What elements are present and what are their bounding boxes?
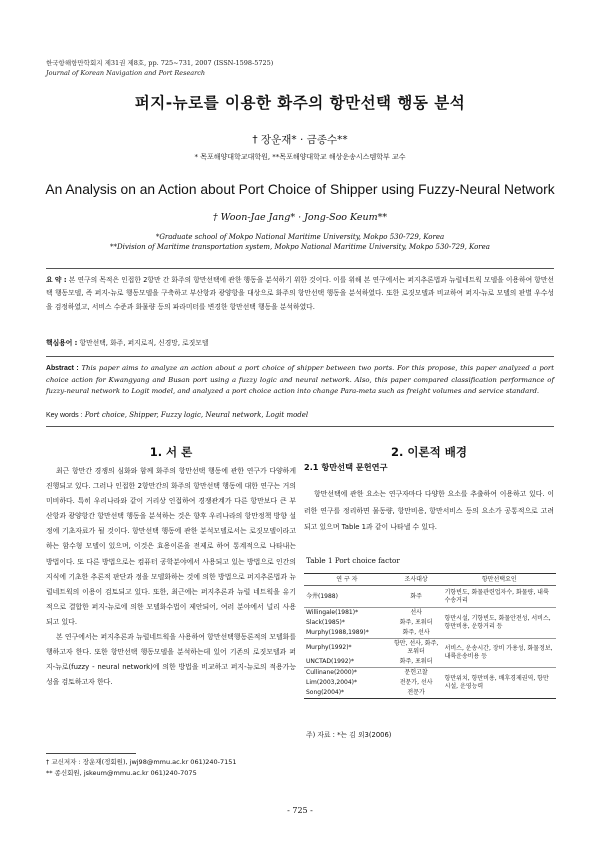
table-header-cell: 항만선택요인 — [443, 574, 556, 586]
divider — [46, 268, 554, 269]
table-caption: Table 1 Port choice factor — [306, 556, 400, 565]
journal-header — [46, 58, 273, 78]
footnotes — [46, 757, 237, 779]
table-row — [304, 668, 556, 679]
table-cell: Lim(2003,2004)* — [306, 679, 357, 686]
divider — [46, 356, 554, 357]
abstract-ko — [46, 274, 554, 314]
section-introduction-body — [46, 464, 296, 690]
table-row — [304, 608, 556, 619]
section-heading-introduction: 1. 서 론 — [149, 445, 193, 459]
keywords-en-label: Key words : — [46, 412, 83, 419]
affiliation-en-2: **Division of Maritime transportation system, Mokpo National Maritime University, Mokpo 530-729, Korea — [110, 243, 490, 251]
affiliation-en — [0, 232, 600, 252]
abstract-en — [46, 363, 554, 398]
journal-citation: 한국항해항만학회지 제31권 제8호, pp. 725~731, 2007 (ISSN-1598-5725) — [46, 59, 274, 67]
affiliation-en-1: *Graduate school of Mokpo National Maritime University, Mokpo 530-729, Korea — [155, 233, 445, 241]
table-header-cell: 연 구 자 — [304, 574, 390, 586]
table-row — [304, 639, 556, 658]
table-cell: 항만시설, 기항빈도, 화물안전성, 서비스, 항만비용, 운항거리 등 — [443, 608, 556, 639]
table-cell: Murphy(1988,1989)* — [306, 629, 369, 636]
table-cell: Slack(1985)* — [306, 619, 345, 626]
paragraph: 항만선택에 관한 요소는 연구자마다 다양한 요소를 추출하여 이용하고 있다. 이러한 연구를 정리하면 물동량, 항만비용, 항만서비스 등의 요소가 공통적으로 고려되고 있으며 Table 1과 같이 나타낼 수 있다. — [304, 490, 554, 531]
table-cell: 문헌고찰 — [390, 668, 443, 679]
divider — [46, 426, 554, 427]
table-header-cell: 조사대상 — [390, 574, 443, 586]
table-cell: 서비스, 운송시간, 장비 가용성, 화물정보, 내륙운송비용 등 — [443, 639, 556, 668]
paragraph: 본 연구에서는 퍼지추론과 뉴럴네트웍을 사용하여 항만선택행동론적의 모델화를 행하고자 한다. 또한 항만선택 행동모델을 분석하는데 있어 기존의 로짓모델과 퍼지-뉴로(fuzzy - neural network)에 의한 방법을 비교하고 퍼지-뉴로의 적용가능성을 검토하고자 한다. — [46, 633, 296, 687]
affiliation-ko: * 목포해양대학교대학원, **목포해양대학교 해상운송시스템학부 교수 — [194, 153, 406, 161]
table-cell: 전문가 — [390, 688, 443, 699]
port-choice-factor-table — [304, 573, 556, 699]
abstract-ko-text: 본 연구의 목적은 인접한 2항만 간 화주의 항만선택에 관한 행동을 분석하기 위한 것이다. 이를 위해 본 연구에서는 퍼지추론법과 뉴럴네트웍 모델을 이용하여 항만선택 행동모델, 즉 퍼지-뉴로 행동모델을 구축하고 부산항과 광양항을 대상으로 화주의 항만선택 행동을 분석하였다. 또한 로짓모델과 비교하여 퍼지-뉴로 모델의 판별 우수성을 검정하였고, 서비스 수준과 화물량 등의 파라미터를 변경한 항만선택 행동을 분석하였다. — [46, 276, 554, 311]
table-cell: 今井(1988) — [304, 586, 390, 608]
table-cell: 화주, 선사 — [402, 629, 430, 636]
table-header-row — [304, 574, 556, 586]
keywords-ko-label: 핵심용어 : — [46, 339, 78, 347]
keywords-ko-text: 항만선택, 화주, 퍼지로직, 신경망, 로짓모델 — [79, 339, 209, 347]
subsection-heading: 2.1 항만선택 문헌연구 — [304, 462, 388, 472]
table-cell: 화주 — [390, 586, 443, 608]
table-cell: Murphy(1992)* — [304, 639, 390, 658]
table-cell: Song(2004)* — [304, 688, 390, 699]
footnote-member: ** 종신회원, jskeum@mmu.ac.kr 061)240-7075 — [46, 769, 197, 777]
authors-en: † Woon-Jae Jang* · Jong-Soo Keum** — [212, 212, 388, 223]
table-cell: 항만위치, 항만비용, 배후경제권역, 항만시설, 운영능력 — [443, 668, 556, 699]
table-cell: UNCTAD(1992)* — [306, 658, 354, 665]
abstract-ko-label: 요 약 : — [46, 276, 67, 284]
page-number: - 725 - — [287, 806, 313, 815]
table-cell: Willingale(1981)* — [304, 608, 390, 619]
table-row — [304, 586, 556, 608]
paragraph: 최근 항만간 경쟁의 심화와 함께 화주의 항만선택 행동에 관한 연구가 다양하게 진행되고 있다. 그러나 인접한 2항만간의 화주의 항만선택 행동에 대한 연구는 거의 미비하다. 특히 우리나라와 같이 거리상 인접하여 경쟁관계가 다른 항만보다 큰 부산항과 광양항간 항만선택 행동을 분석하는 것은 향후 우리나라의 항만정책 방향 설정에 기초자료가 될 것이다. 항만선택 행동에 관한 분석모델로서는 로짓모델이라고 하는 함수형 모델이 있으며, 이것은 효용이론을 전제로 하여 통계적으로 나타내는 방법이다. 또 다른 방법으로는 컴퓨터 공학분야에서 사용되고 있는 방법으로 인간의 지식에 기초한 추론적 판단과 정을 모델화하는 것에 의한 방법으로 퍼지추론법과 뉴럴네트웍의 이용이 검토되고 있다. 또한, 최근에는 퍼지추론과 뉴럴 네트웍을 유기적으로 결합한 퍼지-뉴로에 의한 모델화수법이 제안되어, 여러 분야에서 널리 사용되고 있다. — [46, 467, 296, 626]
footnote-corresponding-author: † 교신저자 : 장운재(정회원), jwj98@mmu.ac.kr 061)240-7151 — [46, 758, 237, 766]
table-cell: 전문가, 선사 — [399, 679, 433, 686]
table-cell: 기항빈도, 화물관련업자수, 화물량, 내륙수송거리 — [443, 586, 556, 608]
authors-ko: † 장운재* · 금종수** — [252, 134, 348, 146]
keywords-ko — [46, 337, 554, 347]
keywords-en — [46, 411, 554, 419]
abstract-en-label: Abstract : — [46, 365, 79, 372]
table-cell: 화주, 포워더 — [399, 619, 433, 626]
abstract-en-text: This paper aims to analyze an action about a port choice of shipper between two ports. For this propose, this paper analyzed a port choice action for Kwangyang and Busan port using a fuzzy logic and neural network. Also, this paper compared classification performance of fuzzy-neural network to Logit model, and analyzed a port choice action into change Para-meta such as freight volumes and service standard. — [46, 364, 554, 395]
table-cell: 화주, 포워더 — [399, 658, 433, 665]
journal-name-en: Journal of Korean Navigation and Port Research — [46, 69, 206, 77]
section-background-body — [304, 486, 554, 536]
paper-title-ko: 퍼지-뉴로를 이용한 화주의 항만선택 행동 분석 — [134, 94, 466, 112]
paper-title-en: An Analysis on an Action about Port Choice of Shipper using Fuzzy-Neural Network — [45, 182, 555, 197]
footnote-divider — [46, 753, 136, 754]
section-heading-background: 2. 이론적 배경 — [391, 445, 467, 459]
keywords-en-text: Port choice, Shipper, Fuzzy logic, Neural network, Logit model — [84, 411, 309, 419]
table-cell: 선사 — [390, 608, 443, 619]
table-cell: Cullinane(2000)* — [304, 668, 390, 679]
table-cell: 항만, 선사, 화주, 포워더 — [390, 639, 443, 658]
table-note: 주) 자료 : *는 김 외3(2006) — [306, 731, 392, 739]
